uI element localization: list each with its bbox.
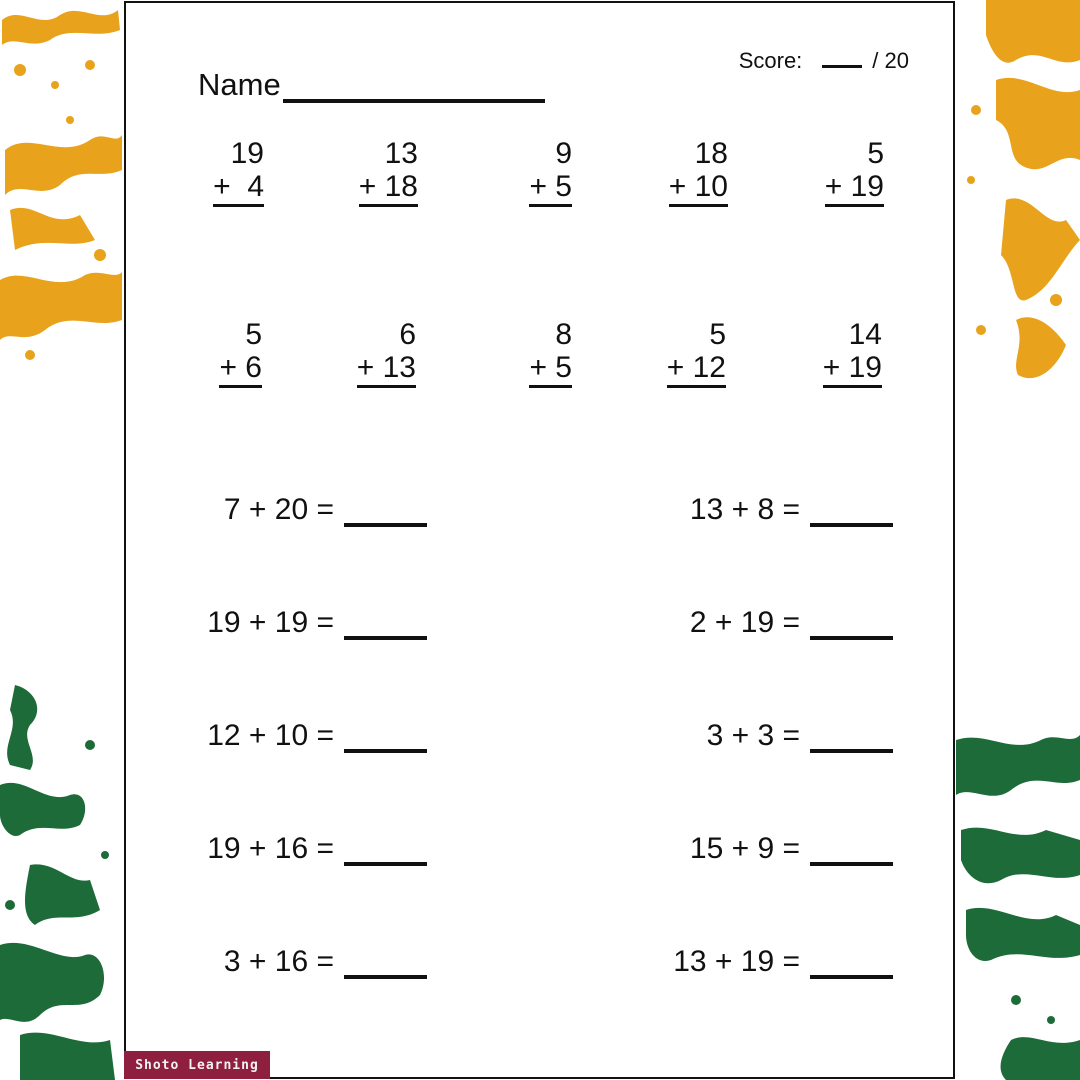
vertical-problem (326, 318, 416, 388)
vertical-problem (794, 137, 884, 207)
vertical-problem (792, 318, 882, 388)
equation-text: 13 + 8 = (689, 493, 800, 526)
green-splatter-left (0, 685, 124, 1080)
problem-top: 6 (399, 318, 416, 351)
problem-top: 9 (555, 137, 572, 170)
horizontal-problem (640, 719, 893, 753)
vertical-problem (636, 318, 726, 388)
equation-text: 13 + 19 = (673, 945, 800, 978)
problem-bottom: + 19 (825, 170, 884, 207)
vertical-problem (328, 137, 418, 207)
answer-blank[interactable] (344, 727, 427, 753)
problem-bottom: + 13 (357, 351, 416, 388)
answer-blank[interactable] (344, 501, 427, 527)
problem-top: 19 (230, 137, 264, 170)
answer-blank[interactable] (810, 840, 893, 866)
problem-bottom: + 5 (529, 351, 572, 388)
problem-top: 8 (555, 318, 572, 351)
horizontal-problem (640, 606, 893, 640)
answer-blank[interactable] (344, 840, 427, 866)
name-input-line[interactable] (283, 73, 545, 103)
problem-bottom: + 19 (823, 351, 882, 388)
problem-top: 5 (867, 137, 884, 170)
vertical-problem (174, 137, 264, 207)
equation-text: 2 + 19 = (689, 606, 800, 639)
equation-text: 3 + 3 = (706, 719, 800, 752)
name-field (198, 67, 545, 103)
vertical-problem (638, 137, 728, 207)
score-label: Score: (738, 48, 803, 73)
problem-top: 5 (709, 318, 726, 351)
vertical-problem (172, 318, 262, 388)
problem-top: 18 (694, 137, 728, 170)
vertical-problem (482, 137, 572, 207)
horizontal-problem (640, 945, 893, 979)
answer-blank[interactable] (344, 953, 427, 979)
answer-blank[interactable] (810, 501, 893, 527)
name-label: Name (198, 67, 281, 102)
problem-bottom: + 6 (219, 351, 262, 388)
equation-text: 12 + 10 = (207, 719, 334, 752)
worksheet-page (124, 1, 955, 1079)
score-total: / 20 (872, 48, 909, 73)
horizontal-problem (174, 606, 427, 640)
answer-blank[interactable] (344, 614, 427, 640)
horizontal-problem (174, 493, 427, 527)
green-splatter-right (956, 710, 1080, 1080)
answer-blank[interactable] (810, 614, 893, 640)
equation-text: 19 + 19 = (207, 606, 334, 639)
score-box (739, 47, 909, 74)
problem-bottom: + 5 (529, 170, 572, 207)
problem-top: 13 (384, 137, 418, 170)
equation-text: 3 + 16 = (223, 945, 334, 978)
problem-top: 5 (245, 318, 262, 351)
problem-bottom: + 12 (667, 351, 726, 388)
horizontal-problem (174, 945, 427, 979)
problem-bottom: + 4 (213, 170, 264, 207)
equation-text: 7 + 20 = (223, 493, 334, 526)
equation-text: 19 + 16 = (207, 832, 334, 865)
problem-bottom: + 10 (669, 170, 728, 207)
problem-top: 14 (848, 318, 882, 351)
horizontal-problem (174, 832, 427, 866)
brand-badge: Shoto Learning (124, 1051, 270, 1079)
problem-bottom: + 18 (359, 170, 418, 207)
equation-text: 15 + 9 = (689, 832, 800, 865)
horizontal-problem (640, 493, 893, 527)
answer-blank[interactable] (810, 727, 893, 753)
answer-blank[interactable] (810, 953, 893, 979)
vertical-problem (482, 318, 572, 388)
orange-splatter-right (956, 0, 1080, 390)
horizontal-problem (640, 832, 893, 866)
orange-splatter-left (0, 0, 124, 370)
horizontal-problem (174, 719, 427, 753)
score-blank[interactable] (822, 47, 862, 68)
